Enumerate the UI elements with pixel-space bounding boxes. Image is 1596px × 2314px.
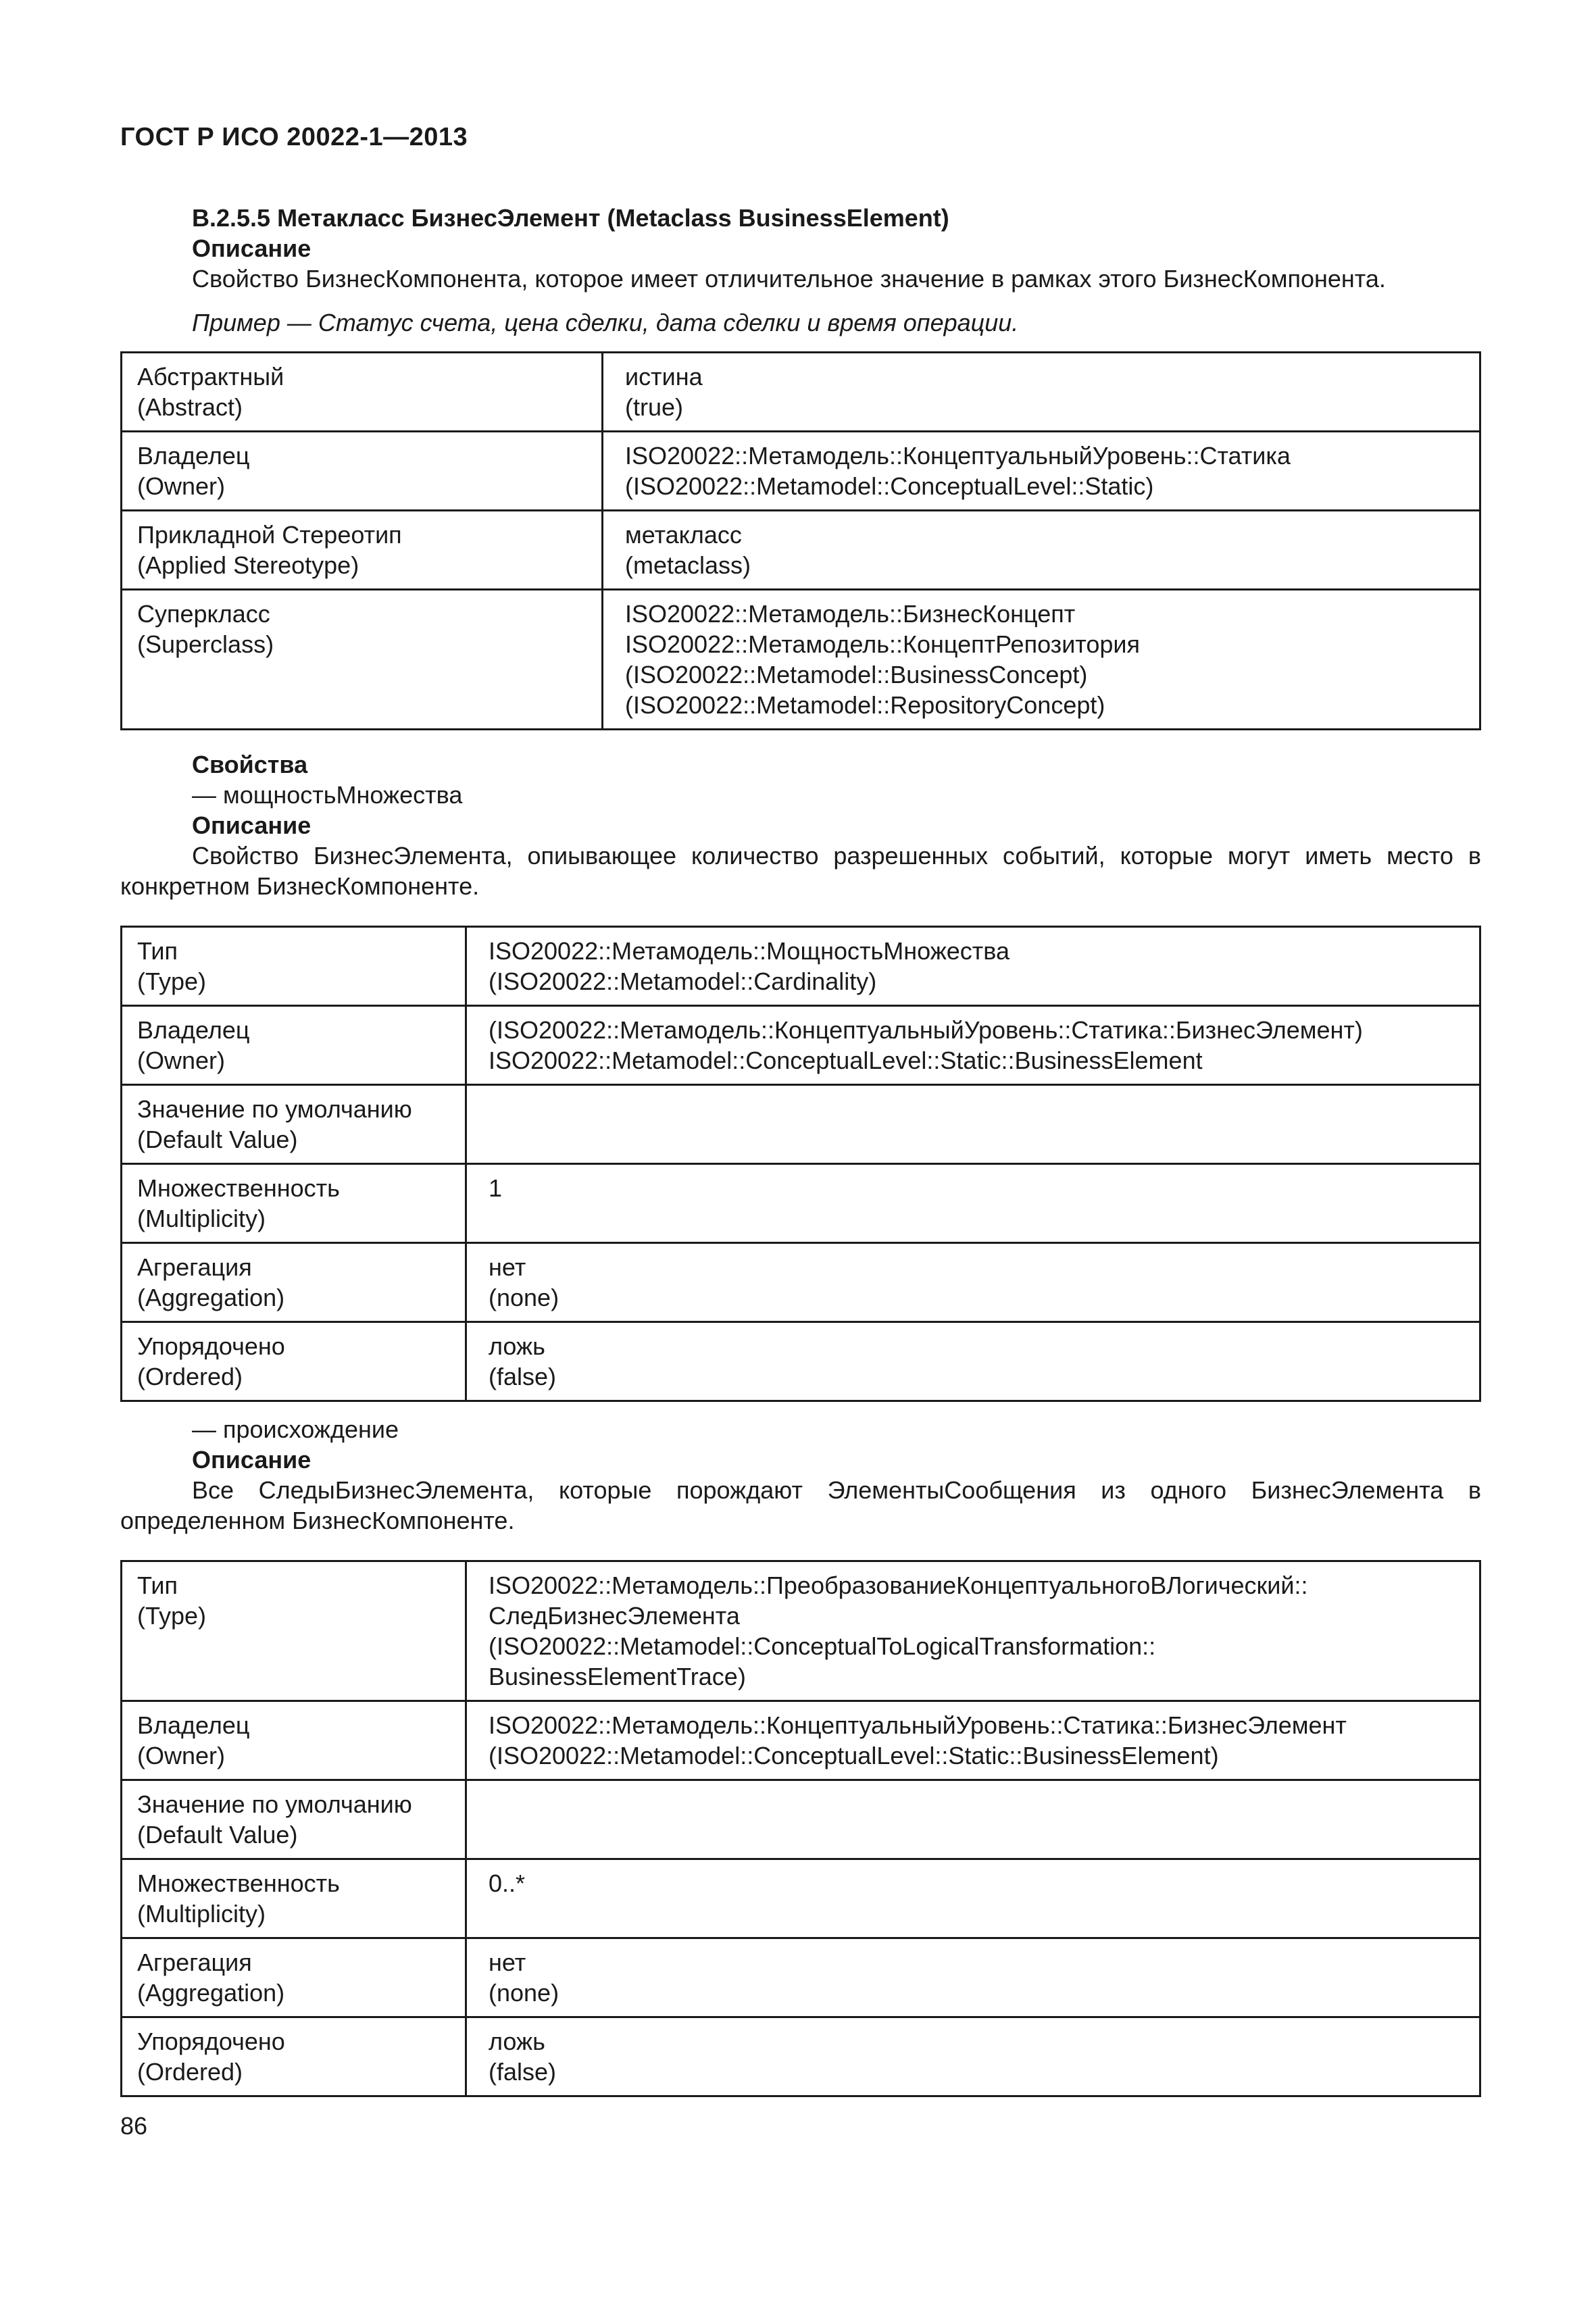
property-description-text: Все СледыБизнесЭлемента, которые порождают ЭлементыСообщения из одного БизнесЭлемента в определенном БизнесКомпоненте. — [120, 1476, 1481, 1534]
property-label-cell — [122, 1085, 466, 1164]
derivation-property-table — [120, 1560, 1481, 2097]
cell-text: СледБизнесЭлемента — [489, 1602, 740, 1630]
property-label-cell — [122, 1780, 466, 1859]
property-value-cell — [466, 1085, 1480, 1164]
table-row — [122, 432, 1480, 511]
property-value-cell — [466, 1780, 1480, 1859]
property-value-cell — [466, 2017, 1480, 2096]
property-value-cell — [603, 432, 1480, 511]
property-label-cell — [122, 1006, 466, 1085]
cell-text: Агрегация — [137, 1948, 252, 1976]
cell-text: (ISO20022::Metamodel::BusinessConcept) — [625, 661, 1088, 688]
property-label-cell — [122, 1701, 466, 1780]
cell-text: (Aggregation) — [137, 1979, 285, 2007]
cell-text: (Superclass) — [137, 630, 274, 658]
cell-text: (false) — [489, 2058, 557, 2086]
cell-text: (ISO20022::Metamodel::ConceptualToLogicalTransformation:: — [489, 1632, 1156, 1660]
property-label-cell — [122, 590, 603, 730]
property-value-cell — [466, 1701, 1480, 1780]
cell-text: Абстрактный — [137, 363, 284, 391]
cell-text: (Ordered) — [137, 1363, 243, 1390]
table-row — [122, 1322, 1480, 1401]
cell-text: ISO20022::Метамодель::БизнесКонцепт — [625, 600, 1076, 628]
cell-text: (ISO20022::Metamodel::RepositoryConcept) — [625, 691, 1105, 719]
document-standard-id: ГОСТ Р ИСО 20022-1—2013 — [120, 123, 468, 151]
cell-text: ложь — [489, 1332, 545, 1360]
table-row — [122, 1780, 1480, 1859]
cell-text: (Multiplicity) — [137, 1900, 266, 1928]
property-value-cell — [466, 1561, 1480, 1701]
property-description-label: Описание — [192, 1446, 311, 1474]
cell-text: (Type) — [137, 967, 207, 995]
property-value-cell — [466, 1243, 1480, 1322]
cell-text: (ISO20022::Metamodel::Cardinality) — [489, 967, 877, 995]
table-row — [122, 2017, 1480, 2096]
cell-text: (ISO20022::Metamodel::ConceptualLevel::Static::BusinessElement) — [489, 1742, 1219, 1769]
cell-text: Суперкласс — [137, 600, 270, 628]
property-label-cell — [122, 1938, 466, 2017]
table-row — [122, 1243, 1480, 1322]
cell-text: (Default Value) — [137, 1126, 298, 1153]
cell-text: метакласс — [625, 521, 742, 549]
property-name-cardinality: — мощностьМножества — [192, 781, 463, 809]
cell-text: Множественность — [137, 1869, 340, 1897]
cell-text: Множественность — [137, 1174, 340, 1202]
cell-text: нет — [489, 1253, 526, 1281]
cell-text: (Multiplicity) — [137, 1205, 266, 1232]
cell-text: Владелец — [137, 442, 250, 470]
cell-text: 0..* — [489, 1869, 526, 1897]
cell-text: Значение по умолчанию — [137, 1790, 412, 1818]
cell-text: (Applied Stereotype) — [137, 551, 359, 579]
property-value-cell — [466, 1164, 1480, 1243]
cell-text: (Owner) — [137, 472, 226, 500]
cell-text: (Ordered) — [137, 2058, 243, 2086]
cell-text: 1 — [489, 1174, 503, 1202]
table-row — [122, 927, 1480, 1006]
cell-text: (true) — [625, 393, 684, 421]
table-row — [122, 1561, 1480, 1701]
description-label: Описание — [192, 234, 311, 262]
cell-text: Упорядочено — [137, 1332, 285, 1360]
cell-text: истина — [625, 363, 703, 391]
metaclass-properties-table — [120, 351, 1481, 730]
properties-label: Свойства — [192, 751, 308, 778]
cell-text: Значение по умолчанию — [137, 1095, 412, 1123]
page-number: 86 — [120, 2112, 148, 2140]
property-description-label: Описание — [192, 811, 311, 839]
property-label-cell — [122, 1561, 466, 1701]
cell-text: ложь — [489, 2028, 545, 2055]
property-label-cell — [122, 1164, 466, 1243]
table-row — [122, 1164, 1480, 1243]
property-value-cell — [603, 590, 1480, 730]
table-row — [122, 590, 1480, 730]
table-row — [122, 1938, 1480, 2017]
cell-text: (Default Value) — [137, 1821, 298, 1848]
cell-text: (Owner) — [137, 1047, 226, 1074]
property-value-cell — [603, 511, 1480, 590]
table-row — [122, 1859, 1480, 1938]
cell-text: (ISO20022::Metamodel::ConceptualLevel::Static) — [625, 472, 1154, 500]
property-label-cell — [122, 511, 603, 590]
cell-text: Владелец — [137, 1016, 250, 1044]
cell-text: (false) — [489, 1363, 557, 1390]
cardinality-property-table — [120, 926, 1481, 1402]
example-text: Пример — Статус счета, цена сделки, дата сделки и время операции. — [192, 309, 1019, 336]
property-name-derivation: — происхождение — [192, 1415, 399, 1443]
property-label-cell — [122, 927, 466, 1006]
cell-text: (none) — [489, 1979, 559, 2007]
cell-text: Упорядочено — [137, 2028, 285, 2055]
cell-text: нет — [489, 1948, 526, 1976]
cell-text: (metaclass) — [625, 551, 751, 579]
table-row — [122, 1701, 1480, 1780]
cell-text: (Type) — [137, 1602, 207, 1630]
property-value-cell — [466, 1006, 1480, 1085]
section-heading: В.2.5.5 Метакласс БизнесЭлемент (Metaclass BusinessElement) — [192, 204, 949, 232]
table-row — [122, 1085, 1480, 1164]
property-label-cell — [122, 353, 603, 432]
main-content — [120, 203, 1481, 2097]
cell-text: ISO20022::Metamodel::ConceptualLevel::Static::BusinessElement — [489, 1047, 1203, 1074]
cell-text: ISO20022::Метамодель::ПреобразованиеКонцептуальногоВЛогический:: — [489, 1571, 1308, 1599]
property-value-cell — [603, 353, 1480, 432]
cell-text: Тип — [137, 1571, 178, 1599]
cell-text: ISO20022::Метамодель::КонцептРепозитория — [625, 630, 1141, 658]
property-label-cell — [122, 432, 603, 511]
cell-text: (ISO20022::Метамодель::КонцептуальныйУровень::Статика::БизнесЭлемент) — [489, 1016, 1363, 1044]
property-label-cell — [122, 1859, 466, 1938]
cell-text: ISO20022::Метамодель::МощностьМножества — [489, 937, 1010, 965]
cell-text: (none) — [489, 1284, 559, 1311]
cell-text: Прикладной Стереотип — [137, 521, 402, 549]
cell-text: ISO20022::Метамодель::КонцептуальныйУровень::Статика — [625, 442, 1291, 470]
cell-text: BusinessElementTrace) — [489, 1663, 746, 1690]
property-value-cell — [466, 1938, 1480, 2017]
table-row — [122, 353, 1480, 432]
property-label-cell — [122, 1243, 466, 1322]
property-label-cell — [122, 2017, 466, 2096]
cell-text: Агрегация — [137, 1253, 252, 1281]
cell-text: (Owner) — [137, 1742, 226, 1769]
table-row — [122, 511, 1480, 590]
property-description-text: Свойство БизнесЭлемента, опиывающее количество разрешенных событий, которые могут иметь место в конкретном БизнесКомпоненте. — [120, 842, 1481, 900]
property-value-cell — [466, 1322, 1480, 1401]
cell-text: ISO20022::Метамодель::КонцептуальныйУровень::Статика::БизнесЭлемент — [489, 1711, 1347, 1739]
description-text: Свойство БизнесКомпонента, которое имеет отличительное значение в рамках этого БизнесКомпонента. — [192, 265, 1386, 293]
cell-text: Тип — [137, 937, 178, 965]
cell-text: (Aggregation) — [137, 1284, 285, 1311]
property-value-cell — [466, 1859, 1480, 1938]
cell-text: (Abstract) — [137, 393, 243, 421]
cell-text: Владелец — [137, 1711, 250, 1739]
property-value-cell — [466, 927, 1480, 1006]
property-label-cell — [122, 1322, 466, 1401]
table-row — [122, 1006, 1480, 1085]
